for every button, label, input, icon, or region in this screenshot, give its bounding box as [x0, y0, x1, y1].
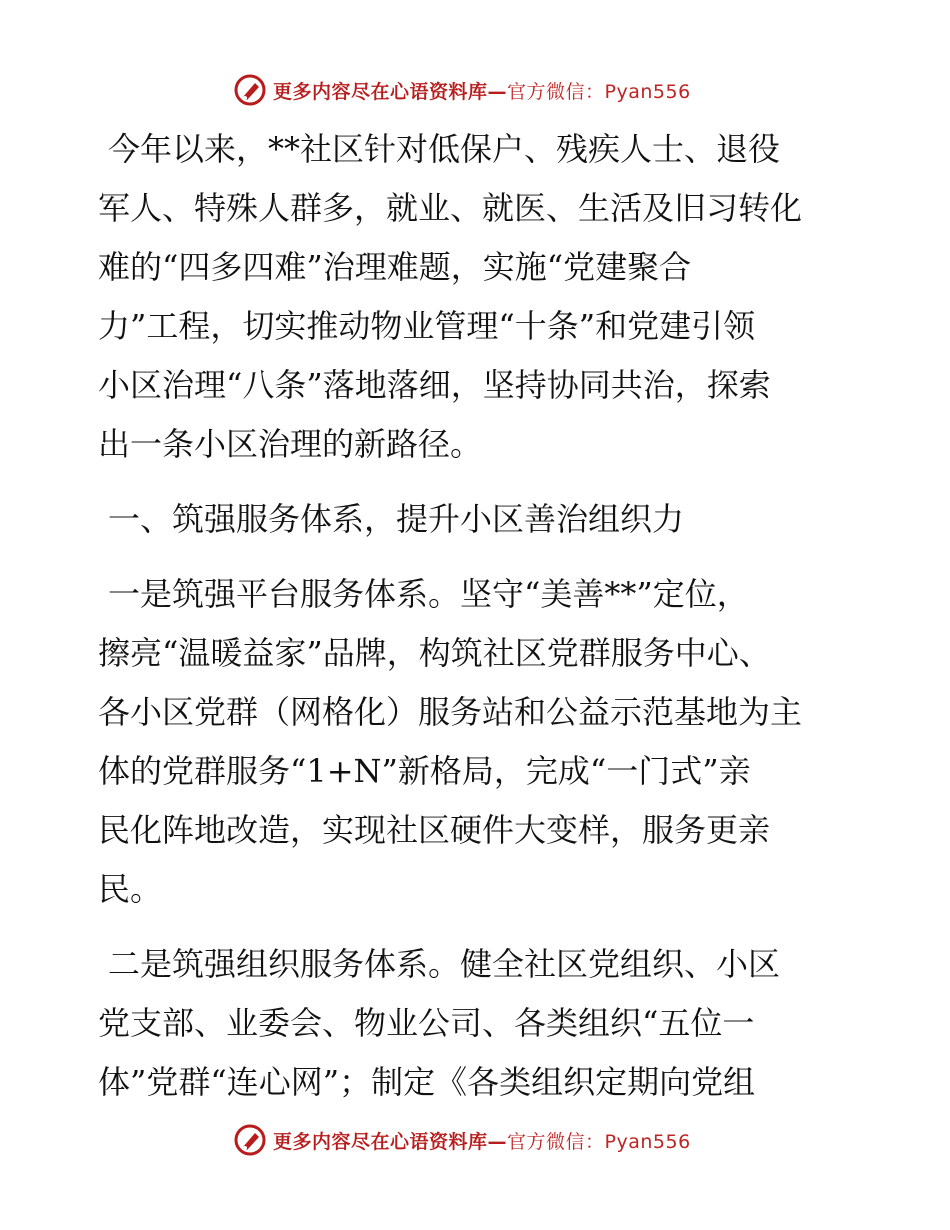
banner-separator: —	[487, 1130, 508, 1153]
pen-nib-logo-icon	[233, 1123, 267, 1157]
document-body	[98, 120, 858, 1112]
text-line: 体的党群服务“1+N”新格局，完成“一门式”亲	[98, 752, 751, 790]
banner-site-name: 更多内容尽在心语资料库	[273, 80, 488, 103]
paragraph-organization	[98, 935, 858, 1112]
paragraph-intro	[98, 120, 858, 474]
banner-separator: —	[487, 80, 508, 103]
banner-text	[273, 1127, 691, 1154]
text-line: 体”党群“连心网”；制定《各类组织定期向党组	[98, 1063, 756, 1101]
text-line: 今年以来，**社区针对低保户、残疾人士、退役	[108, 130, 781, 168]
banner-text	[273, 77, 691, 104]
pen-nib-logo-icon	[233, 73, 267, 107]
text-line: 二是筑强组织服务体系。健全社区党组织、小区	[108, 945, 781, 983]
text-line: 党支部、业委会、物业公司、各类组织“五位一	[98, 1004, 755, 1042]
text-line: 一是筑强平台服务体系。坚守“美善**”定位，	[108, 575, 749, 613]
paragraph-platform	[98, 565, 858, 919]
banner-contact: 官方微信：Pyan556	[507, 80, 691, 103]
section-heading: 一、筑强服务体系，提升小区善治组织力	[108, 500, 685, 538]
text-line: 出一条小区治理的新路径。	[98, 425, 483, 463]
text-line: 军人、特殊人群多，就业、就医、生活及旧习转化	[98, 189, 803, 227]
banner-contact: 官方微信：Pyan556	[507, 1130, 691, 1153]
text-line: 民。	[98, 870, 163, 908]
text-line: 擦亮“温暖益家”品牌，构筑社区党群服务中心、	[98, 634, 771, 672]
text-line: 民化阵地改造，实现社区硬件大变样，服务更亲	[98, 811, 771, 849]
banner-site-name: 更多内容尽在心语资料库	[273, 1130, 488, 1153]
text-line: 各小区党群（网格化）服务站和公益示范基地为主	[98, 693, 803, 731]
text-line: 力”工程，切实推动物业管理“十条”和党建引领	[98, 307, 756, 345]
text-line: 小区治理“八条”落地落细，坚持协同共治，探索	[98, 366, 771, 404]
header-banner	[233, 73, 691, 107]
footer-banner	[233, 1123, 691, 1157]
text-line: 难的“四多四难”治理难题，实施“党建聚合	[98, 248, 692, 286]
